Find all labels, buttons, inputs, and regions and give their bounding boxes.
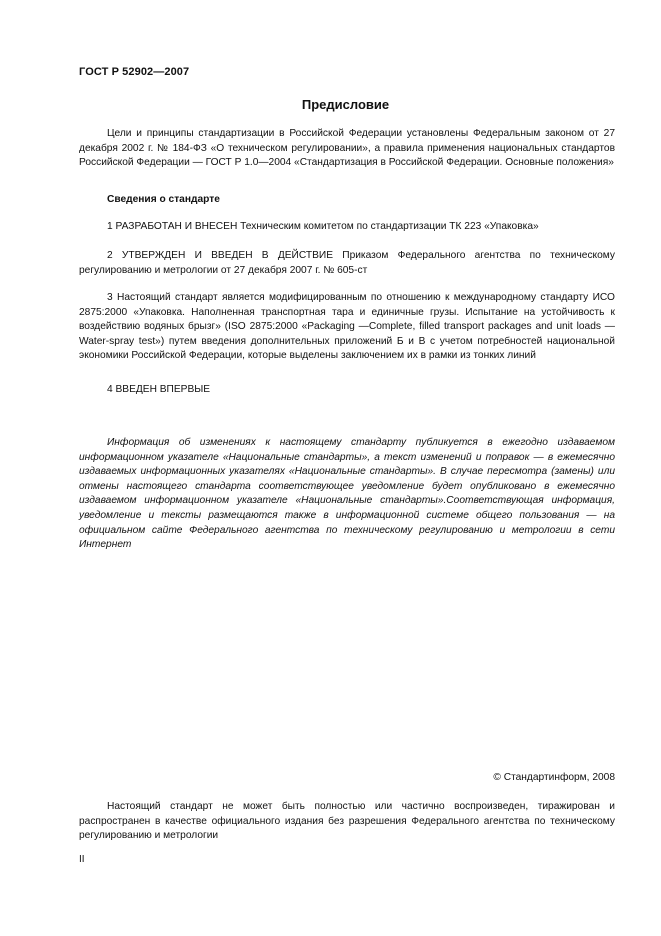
changes-notice: Информация об изменениях к настоящему стандарту публикуется в ежегодно издаваемом информационном указателе «Национальные стандарты», а текст изменений и поправок — в ежемесячно издаваемых информационных указателях «Национальные стандарты». В случае пересмотра (замены) или отмены настоящего стандарта соответствующее уведомление будет опубликовано в ежемесячно издаваемом информационном указателе «Национальные стандарты».Соответствующая информация, уведомление и тексты размещаются также в информационной системе общего пользования — на официальном сайте Федерального агентства по техническому регулированию и метрологии в сети Интернет bbox=[79, 437, 615, 551]
list-item-2: 2 УТВЕРЖДЕН И ВВЕДЕН В ДЕЙСТВИЕ Приказом Федерального агентства по техническому регулированию и метрологии от 27 декабря 2007 г. № 605-ст bbox=[79, 250, 615, 276]
reproduction-notice: Настоящий стандарт не может быть полностью или частично воспроизведен, тиражирован и распространен в качестве официального издания без разрешения Федерального агентства по техническому регулированию и метрологии bbox=[79, 801, 615, 842]
page-title: Предисловие bbox=[301, 97, 390, 112]
copyright-line: © Стандартинформ, 2008 bbox=[493, 772, 615, 783]
list-item-1: 1 РАЗРАБОТАН И ВНЕСЕН Техническим комитетом по стандартизации ТК 223 «Упаковка» bbox=[107, 221, 539, 232]
info-heading: Сведения о стандарте bbox=[107, 194, 220, 205]
document-id: ГОСТ Р 52902—2007 bbox=[79, 66, 190, 78]
page-number: II bbox=[79, 854, 85, 865]
intro-paragraph: Цели и принципы стандартизации в Российской Федерации установлены Федеральным законом от 27 декабря 2002 г. № 184-ФЗ «О техническом регулировании», а правила применения национальных стандартов Российской Федерации — ГОСТ Р 1.0—2004 «Стандартизация в Российской Федерации. Основные положения» bbox=[79, 128, 615, 169]
list-item-4: 4 ВВЕДЕН ВПЕРВЫЕ bbox=[107, 384, 211, 395]
list-item-3: 3 Настоящий стандарт является модифицированным по отношению к международному стандарту ИСО 2875:2000 «Упаковка. Наполненная транспортная тара и единичные грузы. Испытание на устойчивость к воздействию водяных брызг» (ISO 2875:2000 «Packaging —Complete, filled transport packages and unit loads — Water-spray test») путем введения дополнительных приложений Б и В с учетом потребностей национальной экономики Российской Федерации, которые выделены заключением их в рамки из тонких линий bbox=[79, 292, 615, 362]
